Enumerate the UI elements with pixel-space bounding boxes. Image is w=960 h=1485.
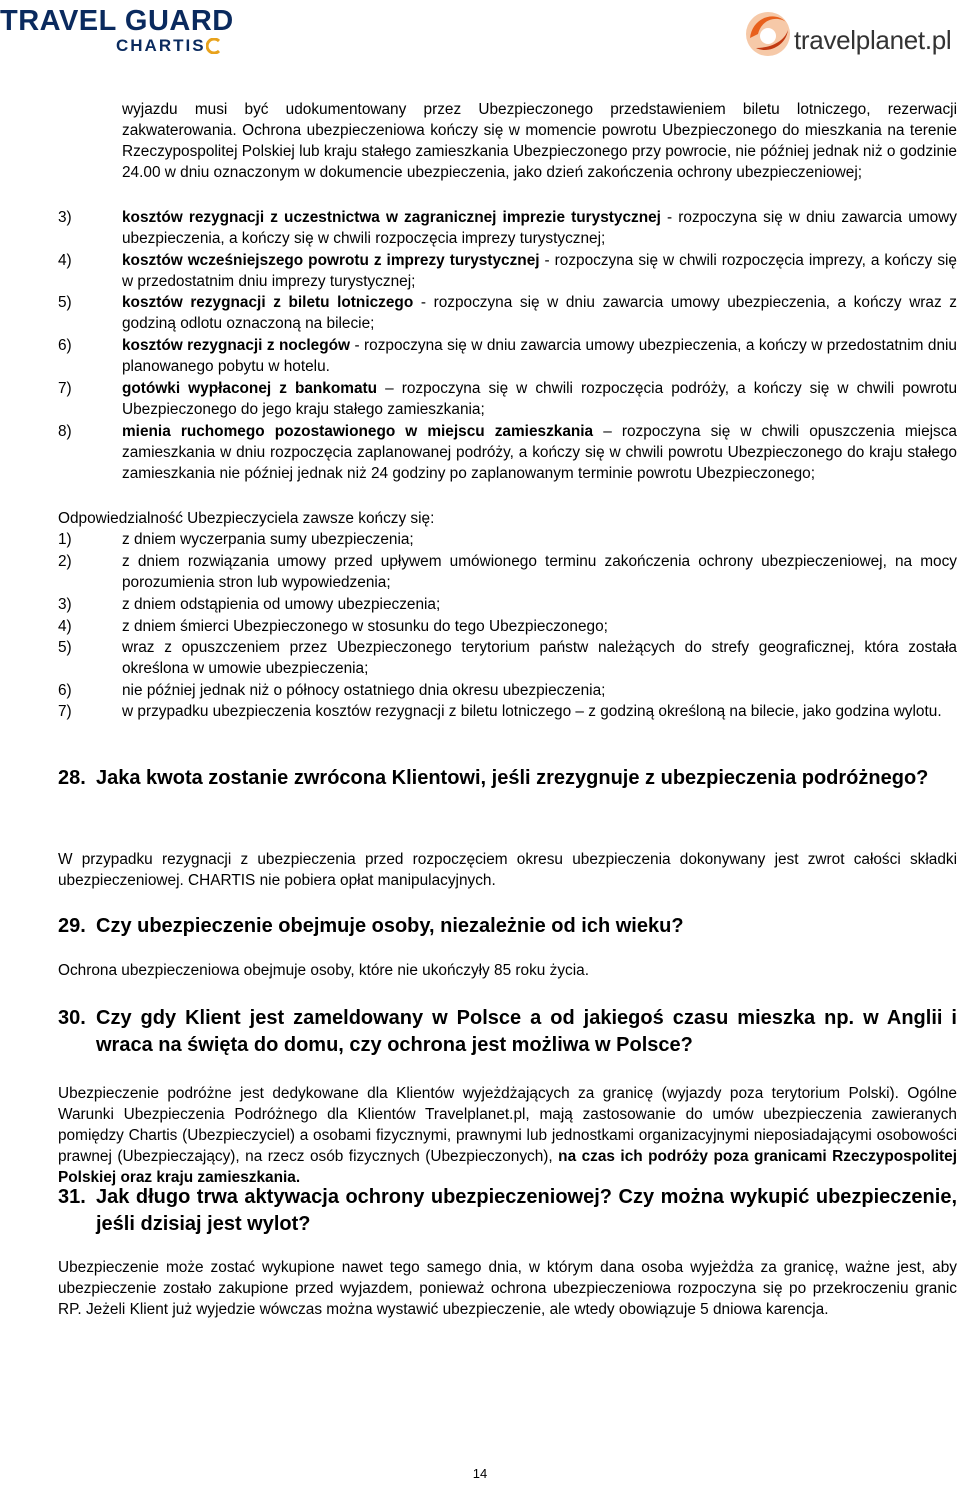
chartis-swirl-icon [206,38,222,54]
faq-answer: Ochrona ubezpieczeniowa obejmuje osoby, które nie ukończyły 85 roku życia. [58,962,589,979]
list-item-text: - rozpoczyna się w dniu zawarcia umowy ubezpieczenia, a kończy wraz z godziną odlotu oznaczoną na bilecie; [122,294,957,332]
question-number: 31. [58,1186,86,1208]
travelplanet-swirl-icon [738,4,794,60]
list-number: 5) [58,639,72,656]
faq-answer-bold: na czas ich podróży poza granicami Rzeczypospolitej Polskiej oraz kraju zamieszkania. [58,1148,957,1186]
list-number: 1) [58,531,72,548]
list-item-bold: gotówki wypłaconej z bankomatu [122,380,378,397]
list-number: 8) [58,423,72,440]
list-item-text: – rozpoczyna się w chwili opuszczenia miejsca zamieszkania w dniu rozpoczęcia zaplanowanej podróży, a kończy się w chwili powrotu Ubezpieczonego do kraju stałego zamieszkania nie później jednak niż 24 godziny po zaplanowanym terminie powrotu Ubezpieczonego; [122,423,957,482]
list-number: 4) [58,252,72,269]
list-number: 5) [58,294,72,311]
travel-guard-chartis-logo [0,6,240,58]
question-number: 29. [58,915,86,937]
liability-heading: Odpowiedzialność Ubezpieczyciela zawsze kończy się: [58,510,435,527]
list-number: 3) [58,596,72,613]
travel-guard-logo-title: TRAVEL GUARD [0,5,234,37]
faq-answer [58,1083,957,1188]
list-number: 7) [58,703,72,720]
page-number: 14 [472,1466,488,1481]
faq-answer: Ubezpieczenie może zostać wykupione nawet tego samego dnia, w którym dana osoba wyjeżdża za granicę, ważne jest, aby ubezpieczenie zostało zakupione przed wyjazdem, ponieważ ochrona ubezpieczeniowa rozpoczyna się po przekroczeniu granic RP. Jeżeli Klient już wyjedzie wówczas można wystawić ubezpieczenie, ale wtedy obowiązuje 5 dniowa karencja. [58,1259,957,1318]
list-item-bold: kosztów rezygnacji z noclegów [122,337,350,354]
list-item-bold: mienia ruchomego pozostawionego w miejscu zamieszkania [122,423,594,440]
question-text: Czy ubezpieczenie obejmuje osoby, niezależnie od ich wieku? [96,915,684,937]
liability-item-text: z dniem rozwiązania umowy przed upływem umówionego terminu zakończenia ochrony ubezpieczeniowej, na mocy porozumienia stron lub wypowiedzenia; [122,553,957,591]
list-item-bold: kosztów rezygnacji z biletu lotniczego [122,294,414,311]
chartis-logo-text: CHARTIS [116,36,206,55]
list-number: 4) [58,618,72,635]
intro-paragraph: wyjazdu musi być udokumentowany przez Ubezpieczonego przedstawieniem biletu lotniczego, rezerwacji zakwaterowania. Ochrona ubezpieczeniowa kończy się w momencie powrotu Ubezpieczonego do mieszkania na terenie Rzeczypospolitej Polskiej lub kraju stałego zamieszkania Ubezpieczonego przy powrocie, nie później jednak niż o godzinie 24.00 w dniu oznaczonym w dokumencie ubezpieczenia, jako dzień zakończenia ochrony ubezpieczeniowej; [122,101,957,181]
list-number: 3) [58,209,72,226]
liability-item-text: z dniem odstąpienia od umowy ubezpieczenia; [122,596,441,613]
question-number: 28. [58,767,86,789]
liability-item-text: nie później jednak niż o północy ostatniego dnia okresu ubezpieczenia; [122,682,606,699]
list-number: 6) [58,682,72,699]
faq-answer: W przypadku rezygnacji z ubezpieczenia przed rozpoczęciem okresu ubezpieczenia dokonywany jest zwrot całości składki ubezpieczeniowej. CHARTIS nie pobiera opłat manipulacyjnych. [58,851,957,889]
faq-answer-text: Ubezpieczenie podróżne jest dedykowane dla Klientów wyjeżdżających za granicę (wyjazdy poza terytorium Polski). Ogólne Warunki Ubezpieczenia Podróżnego dla Klientów Travelplanet.pl, mają zastosowanie do umów ubezpieczenia zawieranych pomiędzy Chartis (Ubezpieczyciel) a osobami fizycznymi, prawnymi lub jednostkami organizacyjnymi nieposiadającymi osobowości prawnej (Ubezpieczający), na rzecz osób fizycznych (Ubezpieczonych), [58,1085,957,1165]
list-number: 6) [58,337,72,354]
list-item-bold: kosztów rezygnacji z uczestnictwa w zagranicznej imprezie turystycznej [122,209,661,226]
list-number: 2) [58,553,72,570]
question-text: Jaka kwota zostanie zwrócona Klientowi, jeśli zrezygnuje z ubezpieczenia podróżnego? [96,767,929,789]
liability-item-text: w przypadku ubezpieczenia kosztów rezygnacji z biletu lotniczego – z godziną określoną na bilecie, jako godzina wylotu. [122,703,942,720]
list-number: 7) [58,380,72,397]
list-item-text: - rozpoczyna się w chwili rozpoczęcia imprezy, a kończy się w przedostatnim dniu imprezy turystycznej; [122,252,957,290]
list-item-bold: kosztów wcześniejszego powrotu z imprezy turystycznej [122,252,540,269]
list-item-text: - rozpoczyna się w dniu zawarcia umowy ubezpieczenia, a kończy w przedostatnim dniu planowanego pobytu w hotelu. [122,337,957,375]
list-item-text: - rozpoczyna się w dniu zawarcia umowy ubezpieczenia, a kończy się w chwili rozpoczęcia imprezy turystycznej; [122,209,957,247]
list-item-text: – rozpoczyna się w chwili rozpoczęcia podróży, a kończy się w chwili powrotu Ubezpieczonego do jego kraju stałego zamieszkania; [122,380,957,418]
travelplanet-logo-text: travelplanet.pl [794,25,952,55]
travelplanet-logo [738,4,952,60]
question-number: 30. [58,1007,86,1029]
liability-item-text: z dniem śmierci Ubezpieczonego w stosunku do tego Ubezpieczonego; [122,618,608,635]
liability-item-text: z dniem wyczerpania sumy ubezpieczenia; [122,531,414,548]
question-text: Czy gdy Klient jest zameldowany w Polsce a od jakiegoś czasu mieszka np. w Anglii i wraca na święta do domu, czy ochrona jest możliwa w Polsce? [96,1007,957,1056]
question-text: Jak długo trwa aktywacja ochrony ubezpieczeniowej? Czy można wykupić ubezpieczenie, jeśli dzisiaj jest wylot? [96,1186,957,1235]
liability-item-text: wraz z opuszczeniem przez Ubezpieczonego terytorium państw należących do strefy geograficznej, która została określona w umowie ubezpieczenia; [122,639,957,677]
